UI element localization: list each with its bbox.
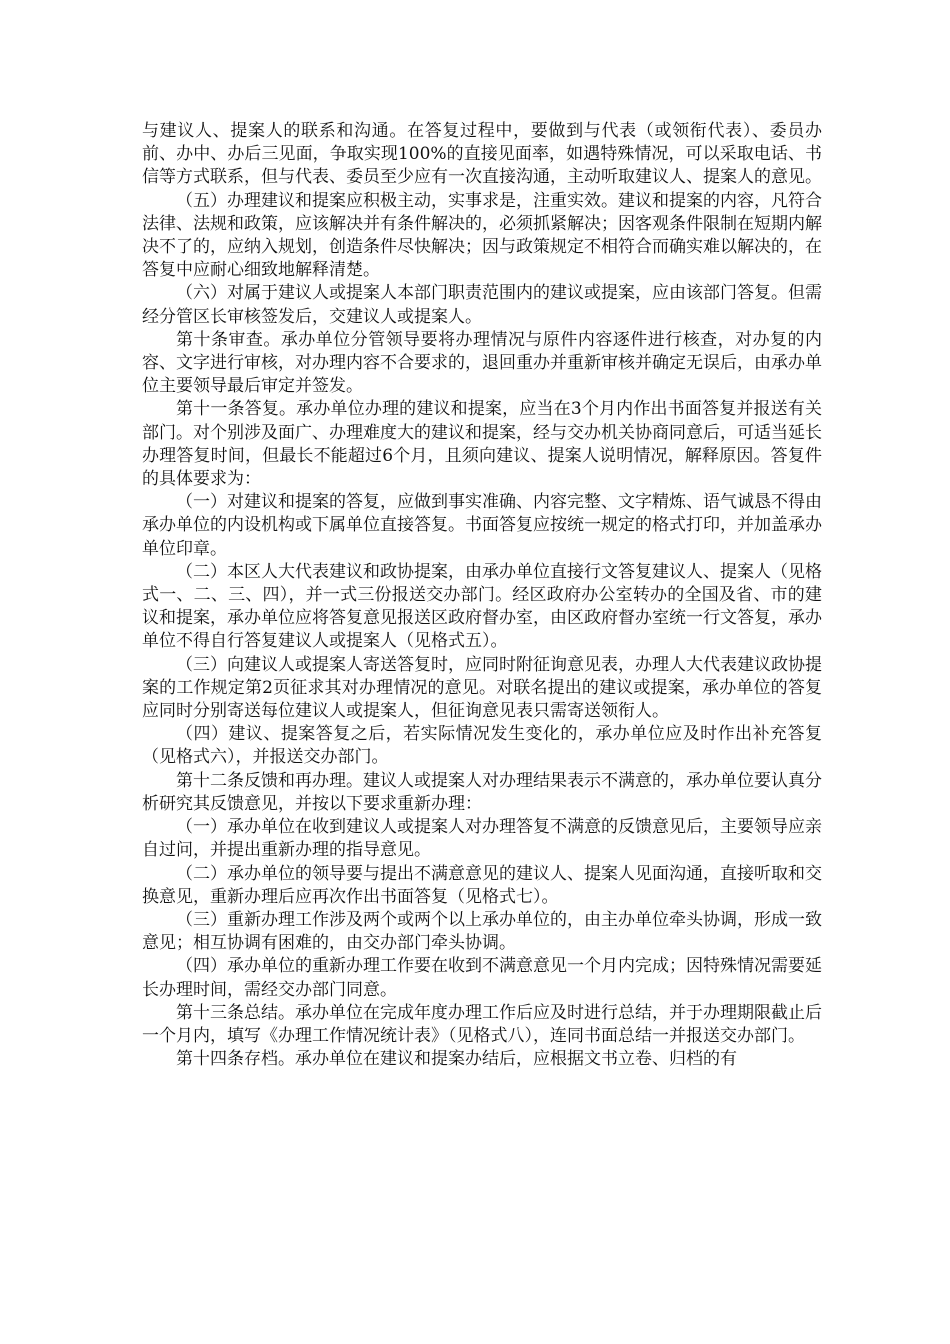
paragraph-article-10: 第十条审查。承办单位分管领导要将办理情况与原件内容逐件进行核查，对办复的内容、文字进行审核，对办理内容不合要求的，退回重办并重新审核并确定无误后，由承办单位主要领导最后审定并签发。	[142, 329, 822, 397]
paragraph-article-11-item-3: （三）向建议人或提案人寄送答复时，应同时附征询意见表，办理人大代表建议政协提案的工作规定第2页征求其对办理情况的意见。对联名提出的建议或提案，承办单位的答复应同时分别寄送每位建议人或提案人，但征询意见表只需寄送领衔人。	[142, 654, 822, 722]
paragraph-article-11-item-1: （一）对建议和提案的答复，应做到事实准确、内容完整、文字精炼、语气诚恳不得由承办单位的内设机构或下属单位直接答复。书面答复应按统一规定的格式打印，并加盖承办单位印章。	[142, 492, 822, 559]
paragraph-article-11-item-4: （四）建议、提案答复之后，若实际情况发生变化的，承办单位应及时作出补充答复（见格式六），并报送交办部门。	[142, 724, 822, 768]
paragraph-article-12: 第十二条反馈和再办理。建议人或提案人对办理结果表示不满意的，承办单位要认真分析研究其反馈意见，并按以下要求重新办理：	[142, 770, 822, 814]
paragraph-article-14: 第十四条存档。承办单位在建议和提案办结后，应根据文书立卷、归档的有	[176, 1049, 737, 1070]
paragraph-item-6: （六）对属于建议人或提案人本部门职责范围内的建议或提案，应由该部门答复。但需经分管区长审核签发后，交建议人或提案人。	[142, 283, 822, 327]
paragraph-continuation: 与建议人、提案人的联系和沟通。在答复过程中，要做到与代表（或领衔代表）、委员办前、办中、办后三见面，争取实现100%的直接见面率，如遇特殊情况，可以采取电话、书信等方式联系，但与代表、委员至少应有一次直接沟通，主动听取建议人、提案人的意见。	[142, 121, 822, 188]
paragraph-article-11: 第十一条答复。承办单位办理的建议和提案，应当在3个月内作出书面答复并报送有关部门。对个别涉及面广、办理难度大的建议和提案，经与交办机关协商同意后，可适当延长办理答复时间，但最长不能超过6个月，且须向建议、提案人说明情况，解释原因。答复件的具体要求为：	[142, 399, 822, 490]
paragraph-article-12-item-1: （一）承办单位在收到建议人或提案人对办理答复不满意的反馈意见后，主要领导应亲自过问，并提出重新办理的指导意见。	[142, 817, 822, 861]
paragraph-article-12-item-4: （四）承办单位的重新办理工作要在收到不满意意见一个月内完成；因特殊情况需要延长办理时间，需经交办部门同意。	[142, 956, 822, 1000]
paragraph-item-5: （五）办理建议和提案应积极主动，实事求是，注重实效。建议和提案的内容，凡符合法律、法规和政策，应该解决并有条件解决的，必须抓紧解决；因客观条件限制在短期内解决不了的，应纳入规划，创造条件尽快解决；因与政策规定不相符合而确实难以解决的，在答复中应耐心细致地解释清楚。	[142, 190, 822, 281]
paragraph-article-11-item-2: （二）本区人大代表建议和政协提案，由承办单位直接行文答复建议人、提案人（见格式一、二、三、四），并一式三份报送交办部门。经区政府办公室转办的全国及省、市的建议和提案，承办单位应将答复意见报送区政府督办室，由区政府督办室统一行文答复，承办单位不得自行答复建议人或提案人（见格式五）。	[142, 561, 822, 652]
paragraph-article-12-item-2: （二）承办单位的领导要与提出不满意意见的建议人、提案人见面沟通，直接听取和交换意见，重新办理后应再次作出书面答复（见格式七）。	[142, 863, 822, 907]
document-page	[142, 120, 822, 1071]
paragraph-article-12-item-3: （三）重新办理工作涉及两个或两个以上承办单位的，由主办单位牵头协调，形成一致意见；相互协调有困难的，由交办部门牵头协调。	[142, 909, 822, 954]
paragraph-article-13: 第十三条总结。承办单位在完成年度办理工作后应及时进行总结，并于办理期限截止后一个月内，填写《办理工作情况统计表》（见格式八），连同书面总结一并报送交办部门。	[142, 1002, 822, 1046]
